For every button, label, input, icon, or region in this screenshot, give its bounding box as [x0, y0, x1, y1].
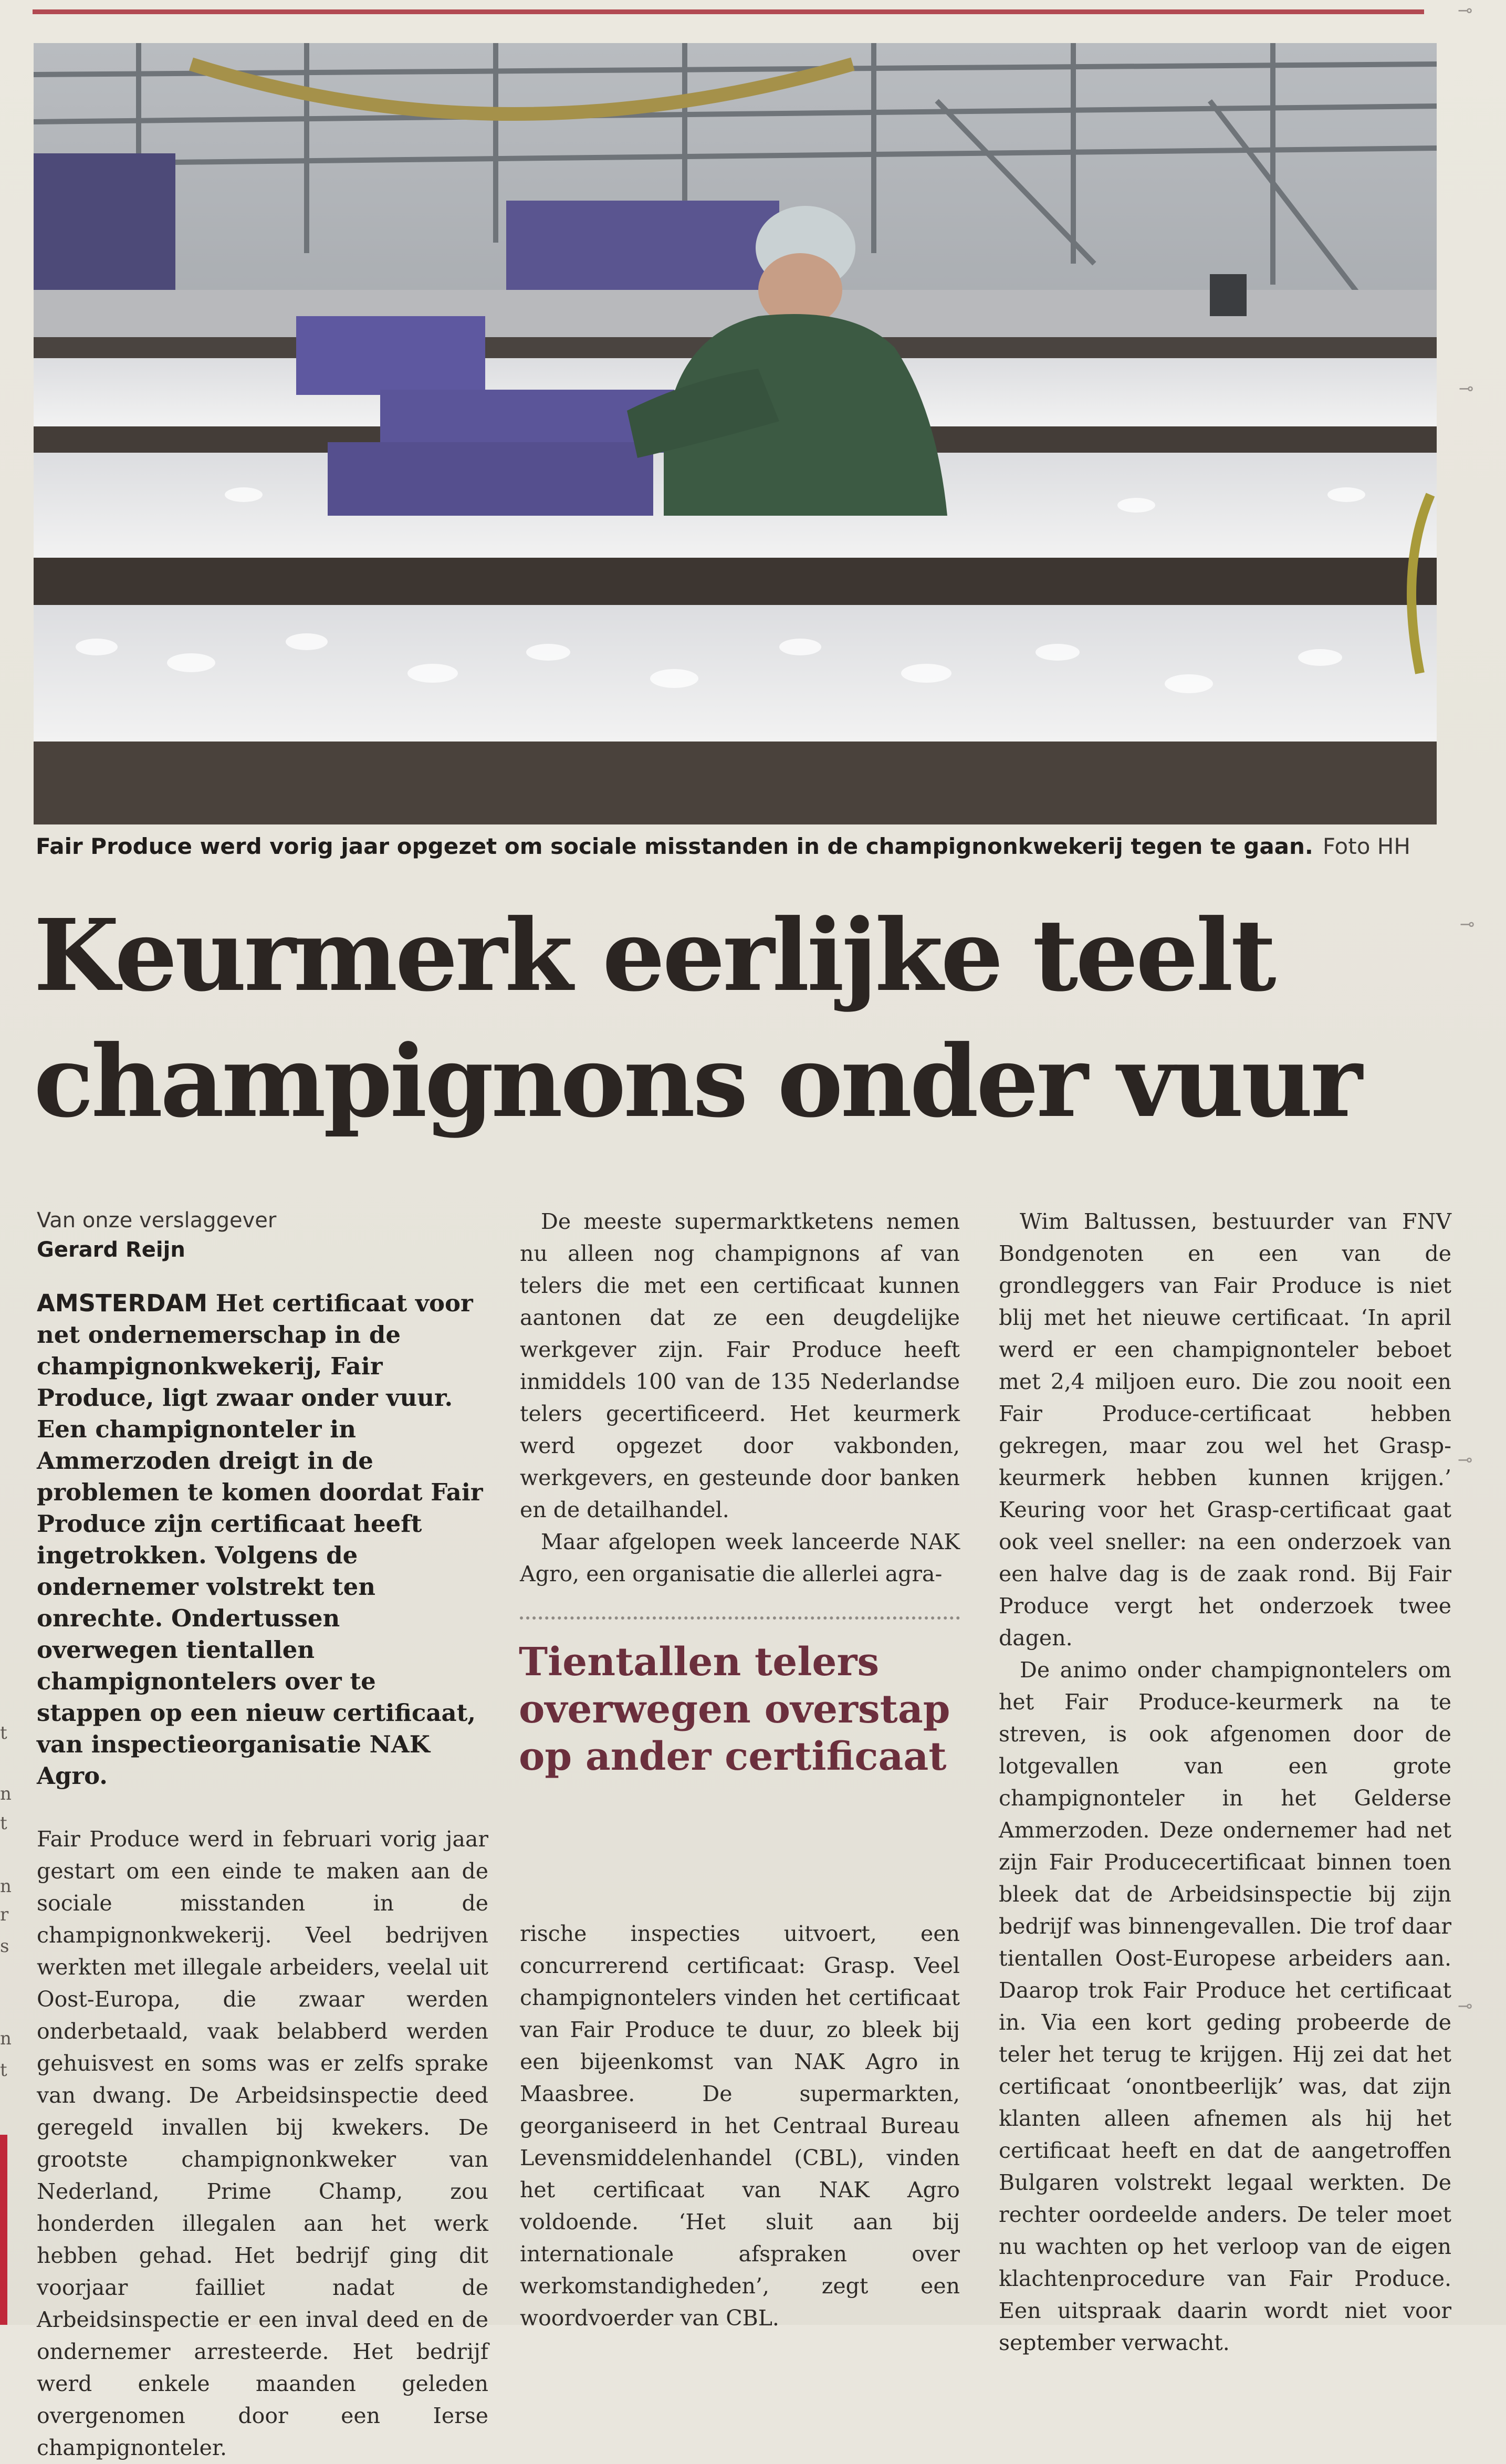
col1-paragraph-1: Fair Produce werd in februari vorig jaar gestart om een einde te maken aan de sociale misstanden in de champignonkwekerij. Veel bedrijven werkten met illegale arbeiders, veelal uit Oost-Europa, die zwaar werden onderbetaald, vaak belabberd werden gehuisvest en soms was er zelfs sprake van dwang. De Arbeidsinspectie deed geregeld invallen bij kwekers. De grootste champignonkweker van Nederland, Prime Champ, zou honderden illegalen aan het werk hebben gehad. Het bedrijf ging dit voorjaar failliet nadat de Arbeidsinspectie er een inval deed en de ondernemer arresteerde. Het bedrijf werd enkele maanden geleden overgenomen door een Ierse champignonteler.: [37, 1826, 488, 2460]
pullquote: Tientallen telers overwegen overstap op ander certificaat: [519, 1640, 950, 1779]
column-2-top: [520, 1206, 960, 1590]
edge-fragment: s: [0, 1936, 9, 1957]
pin-icon: ⊸: [1458, 1449, 1473, 1470]
pin-icon: ⊸: [1458, 1996, 1473, 2017]
col3-paragraph-1: Wim Baltussen, bestuurder van FNV Bondgenoten en een van de grondleggers van Fair Produce is niet blij met het nieuwe certificaat. ‘In april werd er een champignonteler beboet met 2,4 miljoen euro. Die zou nooit een Fair Produce-certificaat hebben gekregen, maar zou wel het Grasp-keurmerk hebben kunnen krijgen.’ Keuring voor het Grasp-certificaat gaat ook veel sneller: na een onderzoek van een halve dag is de zaak rond. Bij Fair Produce vergt het onderzoek twee dagen.: [999, 1209, 1451, 1651]
col2-paragraph-1: De meeste supermarktketens nemen nu alleen nog champignons af van telers die met een certificaat kunnen aantonen dat ze een deugdelijke werkgever zijn. Fair Produce heeft inmiddels 100 van de 135 Nederlandse telers gecertificeerd. Het keurmerk werd opgezet door vakbonden, werkgevers, en gesteunde door banken en de detailhandel.: [520, 1209, 960, 1522]
col2-paragraph-2: Maar afgelopen week lanceerde NAK Agro, een organisatie die allerlei agra-: [520, 1529, 960, 1586]
caption-text: Fair Produce werd vorig jaar opgezet om sociale misstanden in de champignonkwekerij tegen te gaan.: [36, 833, 1313, 859]
edge-fragment: n: [0, 2028, 12, 2049]
edge-fragment: n: [0, 1876, 12, 1897]
edge-fragment: t: [0, 2060, 7, 2081]
pullquote-rule: [520, 1616, 960, 1620]
pin-icon: ⊸: [1458, 0, 1473, 21]
col2-paragraph-3: rische inspecties uitvoert, een concurrerend certificaat: Grasp. Veel champignontelers vinden het certificaat van Fair Produce te duur, zo bleek bij een bijeenkomst van NAK Agro in Maasbree. De supermarkten, georganiseerd in het Centraal Bureau Levensmiddelenhandel (CBL), vinden het certificaat van NAK Agro voldoende. ‘Het sluit aan bij internationale afspraken over werkomstandigheden’, zegt een woordvoerder van CBL.: [520, 1921, 960, 2331]
col3-paragraph-2: De animo onder champignontelers om het Fair Produce-keurmerk na te streven, is ook afgenomen door de lotgevallen van een grote champignonteler in het Gelderse Ammerzoden. Deze ondernemer had net zijn Fair Producecertificaat binnen toen bleek dat de Arbeidsinspectie bij zijn bedrijf was binnengevallen. Die trof daar tientallen Oost-Europese arbeiders aan. Daarop trok Fair Produce het certificaat in. Via een kort geding probeerde de teler het terug te krijgen. Hij zei dat het certificaat ‘onontbeerlijk’ was, dat zijn klanten alleen afnemen als hij het certificaat heeft en dat de aangetroffen Bulgaren volstrekt legaal werkten. De rechter oordeelde anders. De teler moet nu wachten op het verloop van de eigen klachtenprocedure van Fair Produce. Een uitspraak daarin wordt niet voor september verwacht.: [999, 1657, 1451, 2355]
headline-line-2: champignons onder vuur: [34, 1024, 1360, 1140]
top-red-rule: [33, 9, 1424, 14]
pin-icon: ⊸: [1459, 378, 1474, 399]
photo-credit: Foto HH: [1322, 833, 1410, 859]
dateline: AMSTERDAM: [37, 1289, 208, 1317]
column-1: [37, 1206, 488, 2464]
lead-paragraph: [37, 1288, 488, 1792]
edge-fragment: n: [0, 1783, 12, 1804]
left-red-tab: [0, 2135, 7, 2325]
byline: [37, 1206, 488, 1265]
lead-text: Het certificaat voor net ondernemerschap in de champignonkwekerij, Fair Produce, ligt zwaar onder vuur. Een champignonteler in Ammerzoden dreigt in de problemen te komen doordat Fair Produce zijn certificaat heeft ingetrokken. Volgens de ondernemer volstrekt ten onrechte. Ondertussen overwegen tientallen champignontelers over te stappen op een nieuw certificaat, van inspectieorganisatie NAK Agro.: [37, 1289, 483, 1790]
headline-line-1: Keurmerk eerlijke teelt: [34, 897, 1274, 1014]
column-3: [999, 1206, 1451, 2359]
byline-label: Van onze verslaggever: [37, 1208, 277, 1233]
pin-icon: ⊸: [1460, 914, 1475, 935]
edge-fragment: r: [0, 1904, 9, 1925]
mushroom-farm-image: [34, 43, 1437, 824]
article-headline: [34, 893, 1472, 1145]
column-2-bottom: [520, 1918, 960, 2334]
edge-fragment: t: [0, 1813, 7, 1834]
photo-caption: [36, 831, 1443, 864]
article-photo: [34, 43, 1437, 824]
byline-author: Gerard Reijn: [37, 1238, 185, 1262]
edge-fragment: t: [0, 1722, 7, 1743]
